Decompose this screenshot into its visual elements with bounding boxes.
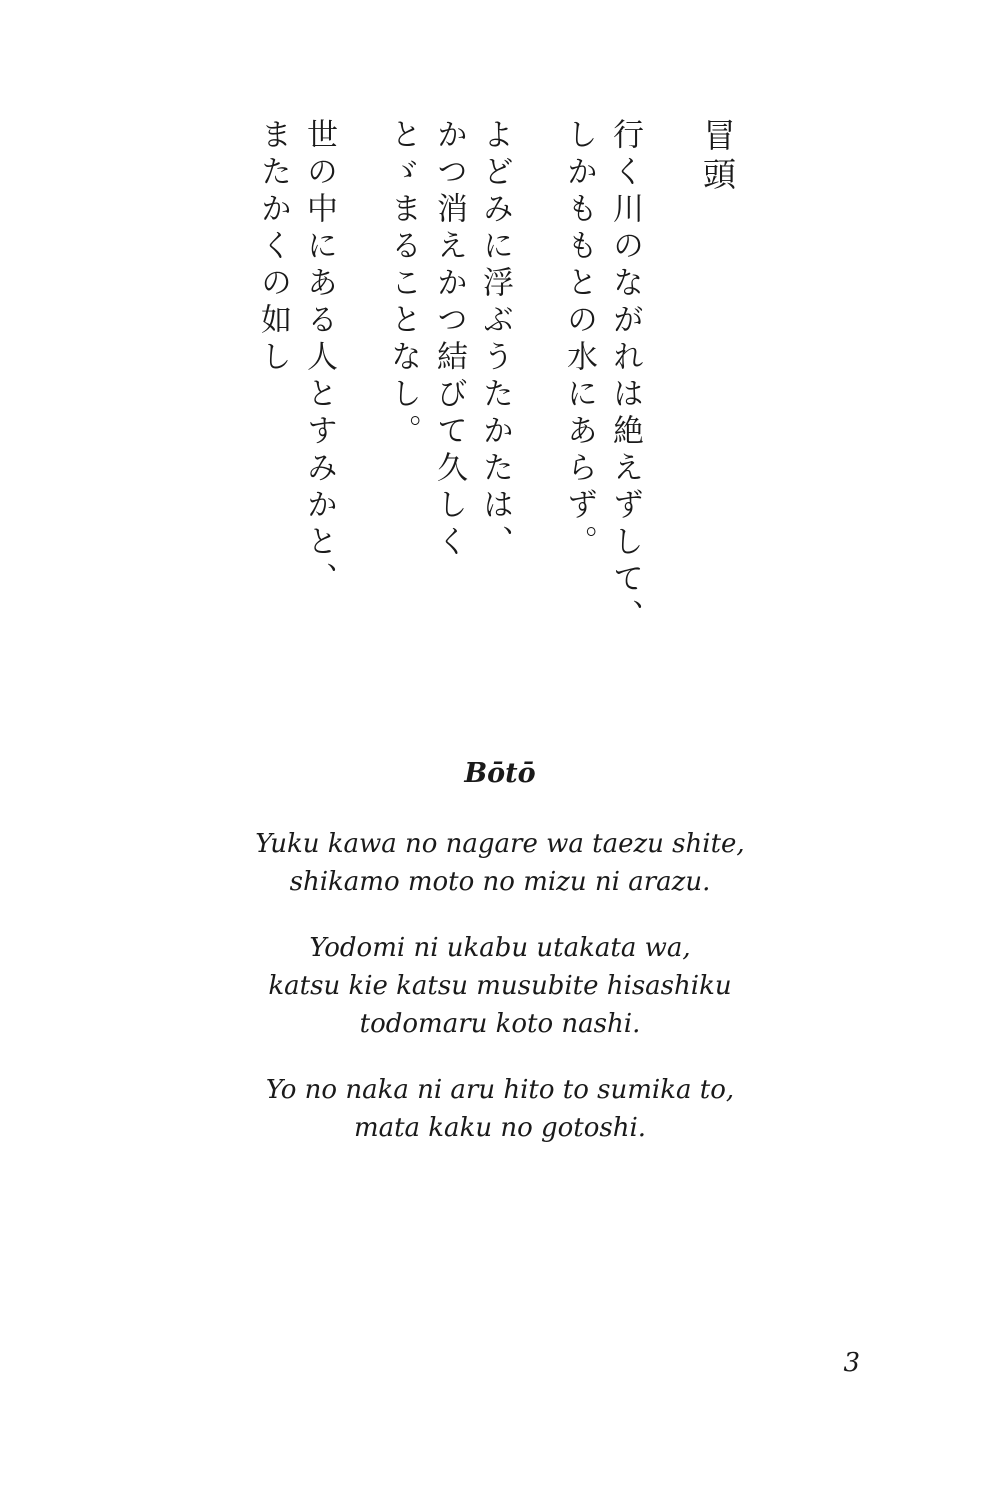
japanese-paragraph-1 (556, 118, 648, 678)
japanese-text-block (212, 118, 740, 678)
romaji-line: katsu kie katsu musubite hisashiku (268, 971, 732, 1001)
japanese-paragraph-3 (250, 118, 342, 678)
japanese-line: またかくの如し (255, 118, 291, 377)
romaji-line: Yo no naka ni aru hito to sumika to, (265, 1075, 735, 1105)
japanese-line: しかももとの水にあらず。 (561, 118, 597, 562)
romaji-text-block (0, 758, 1000, 1175)
romaji-title: Bōtō (464, 758, 536, 789)
romaji-paragraph-3 (0, 1071, 1000, 1147)
japanese-title: 冒頭 (698, 118, 737, 196)
page-number: 3 (843, 1348, 860, 1378)
romaji-paragraph-2 (0, 929, 1000, 1043)
japanese-line: 世の中にある人とすみかと、 (301, 118, 337, 599)
japanese-paragraph-2 (380, 118, 518, 678)
romaji-paragraph-1 (0, 825, 1000, 901)
romaji-line: Yodomi ni ukabu utakata wa, (309, 933, 691, 963)
japanese-line: よどみに浮ぶうたかたは、 (477, 118, 513, 562)
japanese-line: とゞまることなし。 (385, 118, 421, 451)
romaji-line: mata kaku no gotoshi. (353, 1113, 647, 1143)
japanese-line: 行く川のながれは絶えずして、 (607, 118, 643, 636)
romaji-line: shikamo moto no mizu ni arazu. (289, 867, 711, 897)
japanese-line: かつ消えかつ結びて久しく (431, 118, 467, 562)
romaji-line: todomaru koto nashi. (359, 1009, 641, 1039)
romaji-line: Yuku kawa no nagare wa taezu shite, (255, 829, 745, 859)
